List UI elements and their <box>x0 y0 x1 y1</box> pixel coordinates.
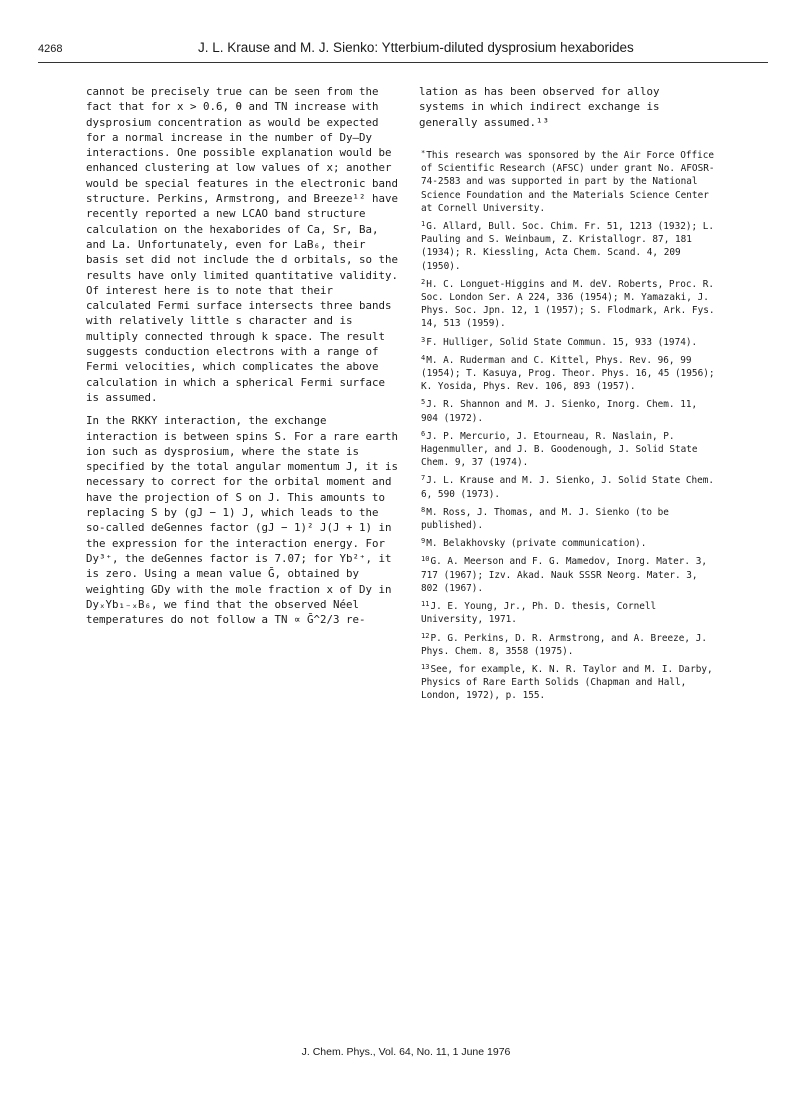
footnote-text: See, for example, K. N. R. Taylor and M. I. Darby, Physics of Rare Earth Solids (Chapman and Hall, London, 1972), p. 155. <box>421 663 713 702</box>
footnote-text: H. C. Longuet-Higgins and M. deV. Roberts, Proc. R. Soc. London Ser. A 224, 336 (1954); M. Yamazaki, J. Phys. Soc. Jpn. 12, 1 (1957); S. Flodmark, Ark. Fys. 14, 513 (1959). <box>421 278 715 330</box>
page-header <box>38 42 768 62</box>
footnote <box>419 276 719 331</box>
running-title: J. L. Krause and M. J. Sienko: Ytterbium-diluted dysprosium hexaborides <box>198 40 634 55</box>
body-paragraph-continuation: lation as has been observed for alloy systems in which indirect exchange is generally assumed.¹³ <box>419 85 660 129</box>
right-column-text <box>419 84 709 130</box>
footnote <box>419 396 719 424</box>
footnote-text: G. Allard, Bull. Soc. Chim. Fr. 51, 1213 (1932); L. Pauling and S. Weinbaum, Z. Kristallogr. 87, 181 (1934); R. Kiessling, Acta Chem. Scand. 4, 209 (1950). <box>421 221 715 272</box>
footnote-mark: 2 <box>421 277 426 286</box>
footnote-mark: 11 <box>421 600 430 609</box>
footnote-mark: 5 <box>421 398 426 407</box>
footnote <box>419 147 719 215</box>
footnotes <box>419 147 719 706</box>
footnote-mark: 13 <box>421 662 430 671</box>
footnote-mark: 10 <box>421 555 430 564</box>
footnote-mark: * <box>421 149 426 157</box>
footnote <box>419 504 719 532</box>
footnote <box>419 661 719 703</box>
footnote-mark: 7 <box>421 474 426 483</box>
footnote-text: M. Belakhovsky (private communication). <box>426 538 647 550</box>
footnote-mark: 3 <box>421 335 426 344</box>
body-paragraph: cannot be precisely true can be seen from the fact that for x > 0.6, θ and TN increase with dysprosium concentration as would be expected for a normal increase in the number of Dy–Dy interactions. One possible explanation would be enhanced clustering at low values of x; another would be special features in the electronic band structure. Perkins, Armstrong, and Breeze¹² have recently reported a new LCAO band structure calculation on the hexaborides of Ca, Sr, Ba, and La. Unfortunately, even for LaB₆, their basis set did not include the d orbitals, so the results have only limited quantitative validity. Of interest here is to note that their calculated Fermi surface intersects three bands with relatively little s character and is multiply connected through k space. The result suggests conduction electrons with a range of Fermi velocities, which complicates the above calculation in which a spherical Fermi surface is assumed. <box>86 85 399 404</box>
footnote-mark: 12 <box>421 631 430 640</box>
footnote-text: F. Hulliger, Solid State Commun. 15, 933 (1974). <box>426 336 698 348</box>
left-column <box>86 84 401 627</box>
footnote-text: J. E. Young, Jr., Ph. D. thesis, Cornell University, 1971. <box>421 601 657 626</box>
footnote-text: P. G. Perkins, D. R. Armstrong, and A. Breeze, J. Phys. Chem. 8, 3558 (1975). <box>421 632 708 657</box>
body-paragraph: In the RKKY interaction, the exchange interaction is between spins S. For a rare earth ion such as dysprosium, where the state is specified by the total angular momentum J, it is necessary to correct for the orbital moment and have the projection of S on J. This amounts to replacing S by (gJ − 1) J, which leads to the so-called deGennes factor (gJ − 1)² J(J + 1) in the expression for the interaction energy. For Dy³⁺, the deGennes factor is 7.07; for Yb²⁺, it is zero. Using a mean value Ḡ, obtained by weighting GDy with the mole fraction x of Dy in DyₓYb₁₋ₓB₆, we find that the observed Néel temperatures do not follow a TN ∝ Ḡ^2/3 re- <box>86 414 399 627</box>
header-rule <box>38 62 768 63</box>
footnote-mark: 9 <box>421 537 426 546</box>
footnote-text: J. P. Mercurio, J. Etourneau, R. Naslain, P. Hagenmuller, and J. B. Goodenough, J. Solid State Chem. 9, 37 (1974). <box>421 430 698 469</box>
footnote <box>419 598 719 626</box>
footnote-text: J. R. Shannon and M. J. Sienko, Inorg. Chem. 11, 904 (1972). <box>421 399 698 424</box>
footnote-mark: 1 <box>421 220 426 229</box>
footnote-text: This research was sponsored by the Air Force Office of Scientific Research (AFSC) under grant No. AFOSR-74-2583 and was supported in part by the National Science Foundation and the Materials Science Center at Cornell University. <box>421 150 715 214</box>
footnote <box>419 535 719 550</box>
footnote-text: M. A. Ruderman and C. Kittel, Phys. Rev. 96, 99 (1954); T. Kasuya, Prog. Theor. Phys. 16, 45 (1956); K. Yosida, Phys. Rev. 106, 893 (1957). <box>421 354 715 393</box>
footnote <box>419 553 719 595</box>
footnote-text: G. A. Meerson and F. G. Mamedov, Inorg. Mater. 3, 717 (1967); Izv. Akad. Nauk SSSR Neorg. Mater. 3, 802 (1967). <box>421 556 708 594</box>
footnote-text: J. L. Krause and M. J. Sienko, J. Solid State Chem. 6, 590 (1973). <box>421 475 715 500</box>
footnote <box>419 428 719 470</box>
footnote-mark: 4 <box>421 353 426 362</box>
footnote <box>419 630 719 658</box>
page-number: 4268 <box>38 43 63 55</box>
footnote <box>419 352 719 394</box>
footnote <box>419 218 719 273</box>
footnote <box>419 472 719 500</box>
page-footer: J. Chem. Phys., Vol. 64, No. 11, 1 June 1976 <box>301 1046 511 1058</box>
footnote-mark: 8 <box>421 505 426 514</box>
footnote-text: M. Ross, J. Thomas, and M. J. Sienko (to be published). <box>421 506 669 532</box>
footnote <box>419 334 719 349</box>
footnote-mark: 6 <box>421 429 426 438</box>
